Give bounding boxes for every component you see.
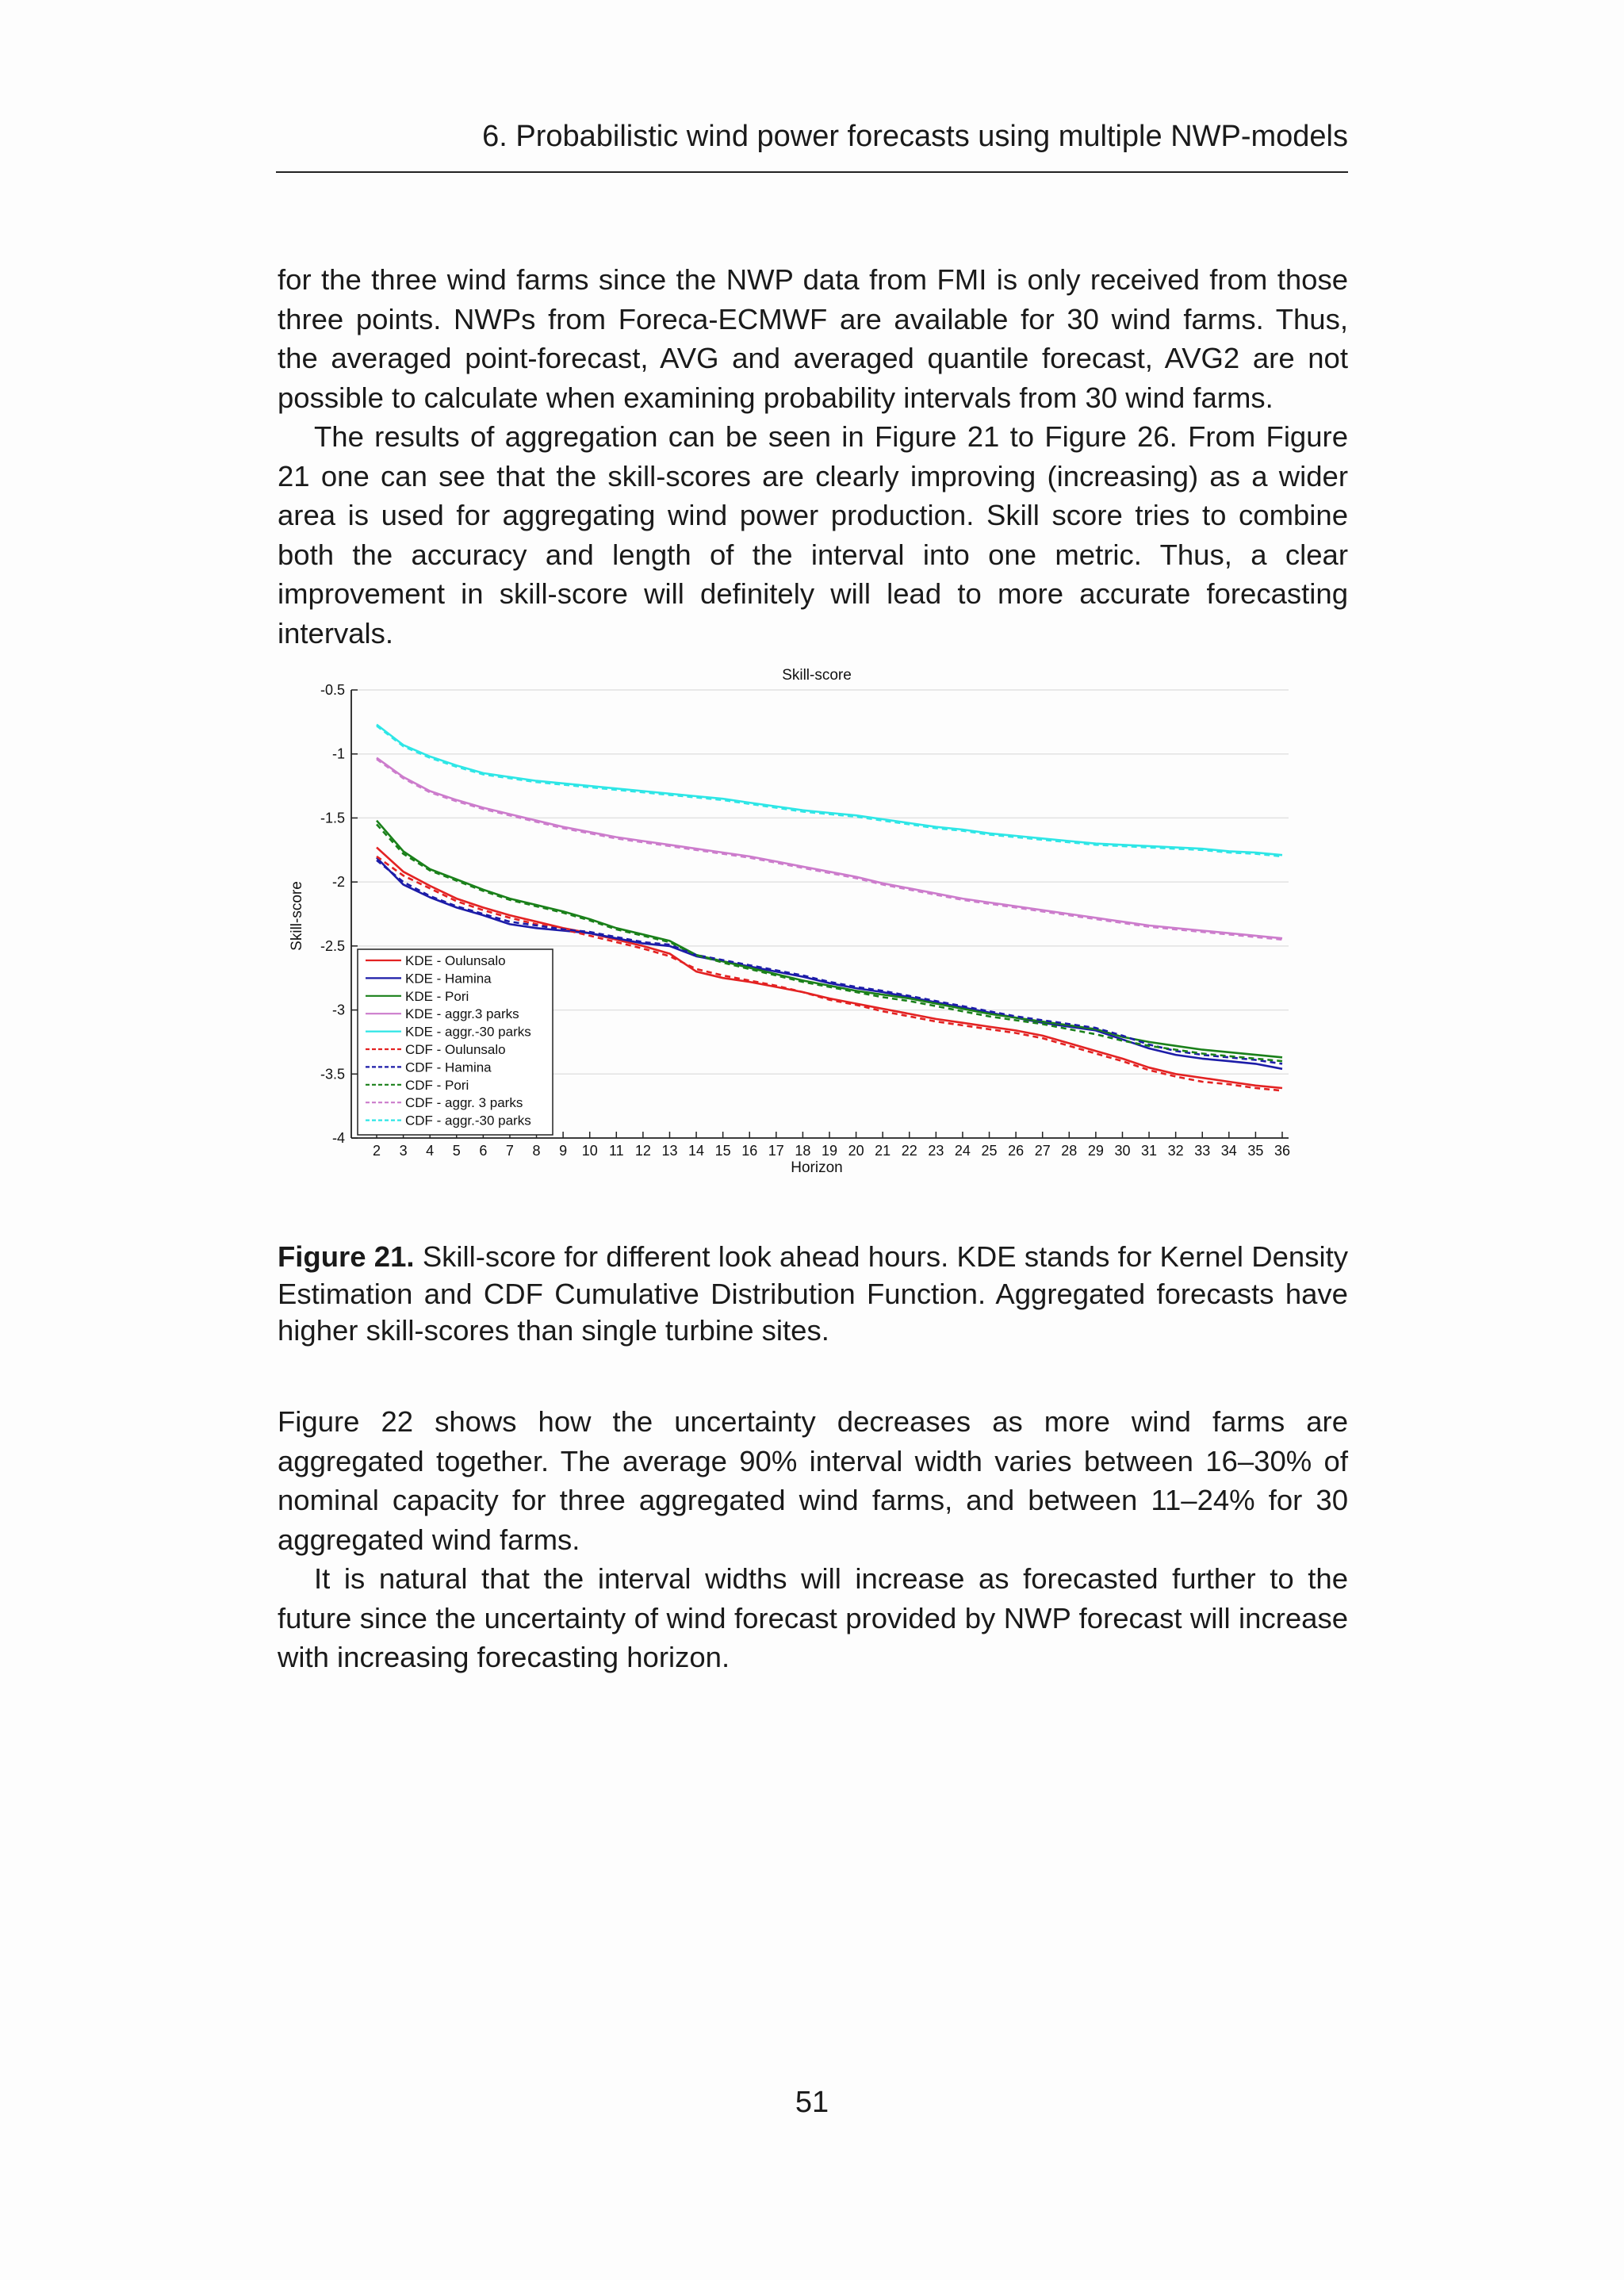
series-line-kde-aggr-3-parks [377, 758, 1282, 939]
x-tick-label: 2 [372, 1143, 381, 1159]
x-tick-label: 33 [1194, 1143, 1211, 1159]
x-tick-label: 7 [505, 1143, 514, 1159]
chart-x-axis-label: Horizon [791, 1159, 843, 1176]
x-tick-label: 12 [634, 1143, 651, 1159]
x-tick-label: 20 [848, 1143, 864, 1159]
paragraph: It is natural that the interval widths will increase as forecasted further to the future since the uncertainty of wind forecast provided by NWP forecast will increase with increasing forecasting horizon. [278, 1562, 1348, 1673]
figure-caption-label: Figure 21. [278, 1240, 415, 1273]
x-tick-label: 9 [559, 1143, 568, 1159]
legend-label: CDF - aggr.-30 parks [405, 1113, 531, 1129]
x-tick-label: 32 [1167, 1143, 1184, 1159]
x-tick-label: 15 [714, 1143, 731, 1159]
series-line-cdf-aggr-3-parks [377, 759, 1282, 940]
paragraph: Figure 22 shows how the uncertainty decreases as more wind farms are aggregated together. The average 90% interval width varies between 16–30% of nominal capacity for three aggregated wind farms, and between 11–24% for 30 aggregated wind farms. [278, 1405, 1348, 1556]
x-tick-label: 8 [532, 1143, 541, 1159]
x-tick-label: 28 [1061, 1143, 1078, 1159]
chart-title: Skill-score [782, 667, 852, 684]
y-tick-label: -2.5 [320, 937, 345, 954]
x-tick-label: 19 [821, 1143, 838, 1159]
y-tick-label: -1.5 [320, 810, 345, 826]
legend-label: CDF - aggr. 3 parks [405, 1095, 523, 1111]
x-tick-label: 36 [1274, 1143, 1291, 1159]
legend-label: KDE - Pori [405, 988, 469, 1004]
x-tick-label: 35 [1247, 1143, 1264, 1159]
figure-caption-text: Skill-score for different look ahead hours. KDE stands for Kernel Density Estimation and CDF Cumulative Distribution Function. Aggregated forecasts have higher skill-scores than single turbine sites. [278, 1240, 1348, 1347]
x-tick-label: 25 [981, 1143, 998, 1159]
y-tick-label: -0.5 [320, 682, 345, 698]
legend-label: KDE - Hamina [405, 971, 492, 987]
x-tick-label: 5 [452, 1143, 461, 1159]
paragraph: for the three wind farms since the NWP data from FMI is only received from those three points. NWPs from Foreca-ECMWF are available for 30 wind farms. Thus, the averaged point-forecast, AVG and averaged quantile forecast, AVG2 are not possible to calculate when examining probability intervals from 30 wind farms. [278, 263, 1348, 414]
chart-y-axis-label: Skill-score [289, 881, 305, 951]
x-tick-label: 18 [795, 1143, 811, 1159]
x-tick-label: 26 [1008, 1143, 1025, 1159]
x-tick-label: 11 [608, 1143, 624, 1159]
y-tick-label: -1 [331, 745, 345, 762]
x-tick-label: 13 [661, 1143, 678, 1159]
x-tick-label: 31 [1141, 1143, 1158, 1159]
x-tick-label: 10 [581, 1143, 598, 1159]
x-tick-label: 30 [1114, 1143, 1131, 1159]
running-header: 6. Probabilistic wind power forecasts using multiple NWP-models [482, 120, 1348, 153]
page-number: 51 [795, 2086, 829, 2119]
y-tick-label: -3 [331, 1002, 345, 1018]
figure-caption [278, 1239, 1348, 1350]
x-tick-label: 23 [928, 1143, 944, 1159]
x-tick-label: 17 [768, 1143, 784, 1159]
legend-label: KDE - aggr.3 parks [405, 1006, 519, 1022]
x-tick-label: 21 [875, 1143, 891, 1159]
y-tick-label: -3.5 [320, 1066, 345, 1083]
legend-label: KDE - Oulunsalo [405, 953, 506, 968]
x-tick-label: 34 [1220, 1143, 1237, 1159]
chart-legend [358, 949, 553, 1135]
legend-label: CDF - Pori [405, 1077, 469, 1093]
x-tick-label: 3 [399, 1143, 408, 1159]
series-line-cdf-aggr-30-parks [377, 726, 1282, 856]
legend-label: CDF - Hamina [405, 1060, 492, 1075]
x-tick-label: 14 [688, 1143, 705, 1159]
legend-label: KDE - aggr.-30 parks [405, 1024, 531, 1040]
x-tick-label: 24 [954, 1143, 971, 1159]
legend-label: CDF - Oulunsalo [405, 1042, 506, 1057]
x-tick-label: 4 [426, 1143, 435, 1159]
series-line-kde-aggr-30-parks [377, 725, 1282, 856]
body-text-bottom [278, 1402, 1348, 1677]
y-tick-label: -2 [331, 874, 345, 891]
x-tick-label: 22 [901, 1143, 917, 1159]
x-tick-label: 29 [1087, 1143, 1104, 1159]
paragraph: The results of aggregation can be seen in Figure 21 to Figure 26. From Figure 21 one can see that the skill-scores are clearly improving (increasing) as a wider area is used for aggregating wind power production. Skill score tries to combine both the accuracy and length of the interval into one metric. Thus, a clear improvement in skill-score will definitely will lead to more accurate forecasting intervals. [278, 420, 1348, 650]
x-tick-label: 6 [479, 1143, 488, 1159]
x-tick-label: 16 [741, 1143, 758, 1159]
x-tick-label: 27 [1034, 1143, 1051, 1159]
y-tick-label: -4 [331, 1130, 345, 1146]
